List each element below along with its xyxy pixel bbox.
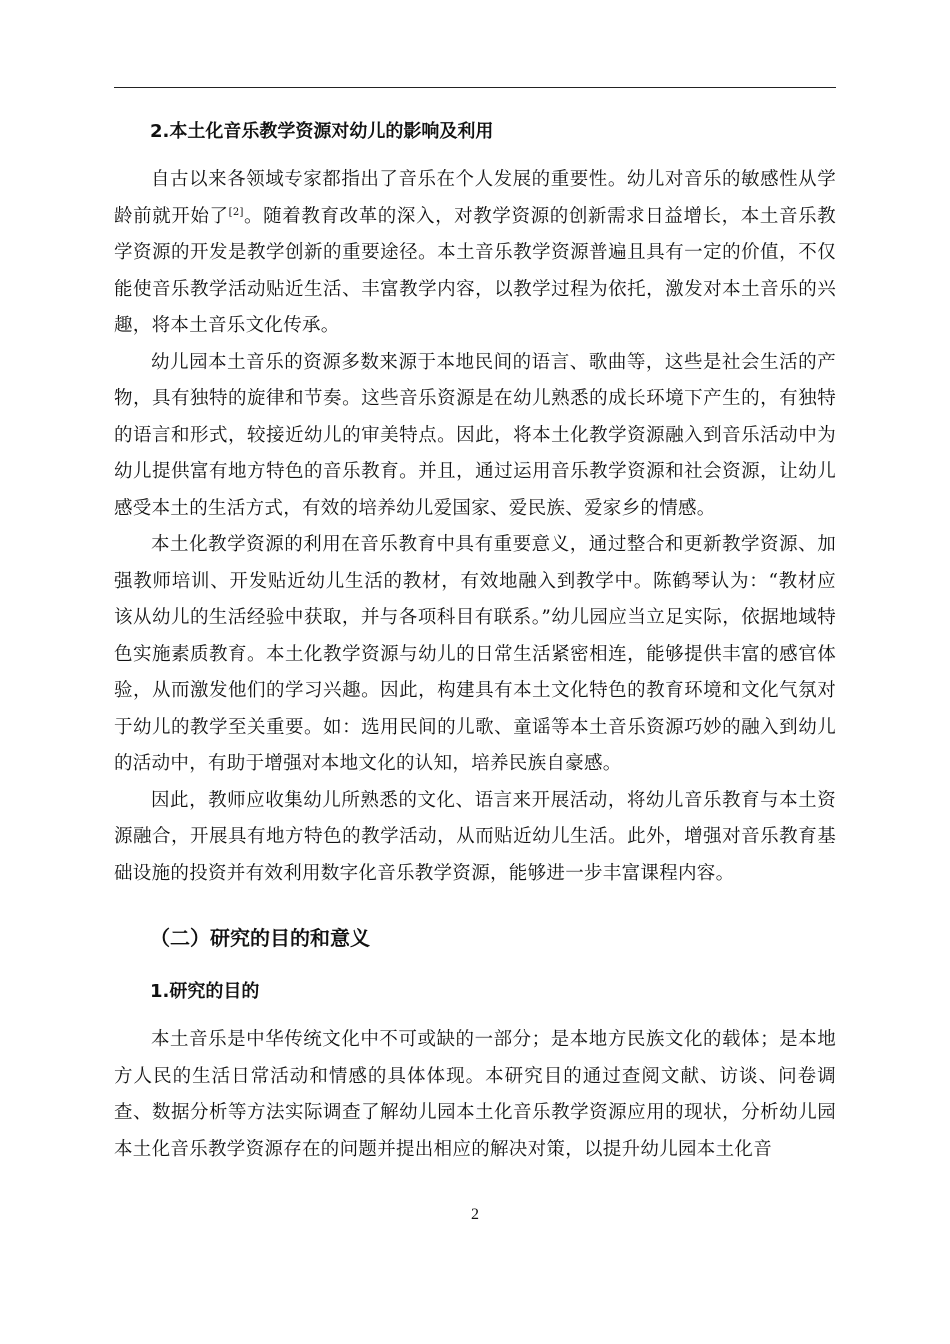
page-number: 2 — [471, 1206, 479, 1223]
paragraph-text: 。随着教育改革的深入，对教学资源的创新需求日益增长，本土音乐教学资源的开发是教学创新的重要途径。本土音乐教学资源普遍且具有一定的价值，不仅能使音乐教学活动贴近生活、丰富教学内容，以教学过程为依托，激发对本土音乐的兴趣，将本土音乐文化传承。 — [114, 205, 836, 336]
page-content — [114, 106, 836, 1168]
paragraph-local-resources: 幼儿园本土音乐的资源多数来源于本地民间的语言、歌曲等，这些是社会生活的产物，具有独特的旋律和节奏。这些音乐资源是在幼儿熟悉的成长环境下产生的，有独特的语言和形式，较接近幼儿的审美特点。因此，将本土化教学资源融入到音乐活动中为幼儿提供富有地方特色的音乐教育。并且，通过运用音乐教学资源和社会资源，让幼儿感受本土的生活方式，有效的培养幼儿爱国家、爱民族、爱家乡的情感。 — [114, 351, 836, 519]
header-rule — [114, 87, 836, 88]
subsection-heading-influence: 2.本土化音乐教学资源对幼儿的影响及利用 — [150, 121, 494, 142]
paragraph-resource-utilization: 本土化教学资源的利用在音乐教育中具有重要意义，通过整合和更新教学资源、加强教师培训、开发贴近幼儿生活的教材，有效地融入到教学中。陈鹤琴认为：“教材应该从幼儿的生活经验中获取，并与各项科目有联系。”幼儿园应当立足实际，依据地域特色实施素质教育。本土化教学资源与幼儿的日常生活紧密相连，能够提供丰富的感官体验，从而激发他们的学习兴趣。因此，构建具有本土文化特色的教育环境和文化气氛对于幼儿的教学至关重要。如：选用民间的儿歌、童谣等本土音乐资源巧妙的融入到幼儿的活动中，有助于增强对本地文化的认知，培养民族自豪感。 — [114, 534, 836, 774]
citation-reference[interactable]: [2] — [228, 206, 244, 218]
section-heading-purpose-significance: （二）研究的目的和意义 — [150, 926, 370, 950]
subsection-heading-purpose: 1.研究的目的 — [150, 981, 260, 1002]
paragraph-text: 自古以来各领域专家都指出了音乐在个人发展的重要性。幼儿对音乐的敏感性从学龄前就开始了 — [114, 169, 836, 227]
paragraph-music-importance — [114, 162, 836, 345]
paragraph-teacher-actions: 因此，教师应收集幼儿所熟悉的文化、语言来开展活动，将幼儿音乐教育与本土资源融合，开展具有地方特色的教学活动，从而贴近幼儿生活。此外，增强对音乐教育基础设施的投资并有效利用数字化音乐教学资源，能够进一步丰富课程内容。 — [114, 789, 836, 884]
paragraph-research-purpose: 本土音乐是中华传统文化中不可或缺的一部分；是本地方民族文化的载体；是本地方人民的生活日常活动和情感的具体体现。本研究目的通过查阅文献、访谈、问卷调查、数据分析等方法实际调查了解幼儿园本土化音乐教学资源应用的现状，分析幼儿园本土化音乐教学资源存在的问题并提出相应的解决对策，以提升幼儿园本土化音 — [114, 1029, 836, 1160]
